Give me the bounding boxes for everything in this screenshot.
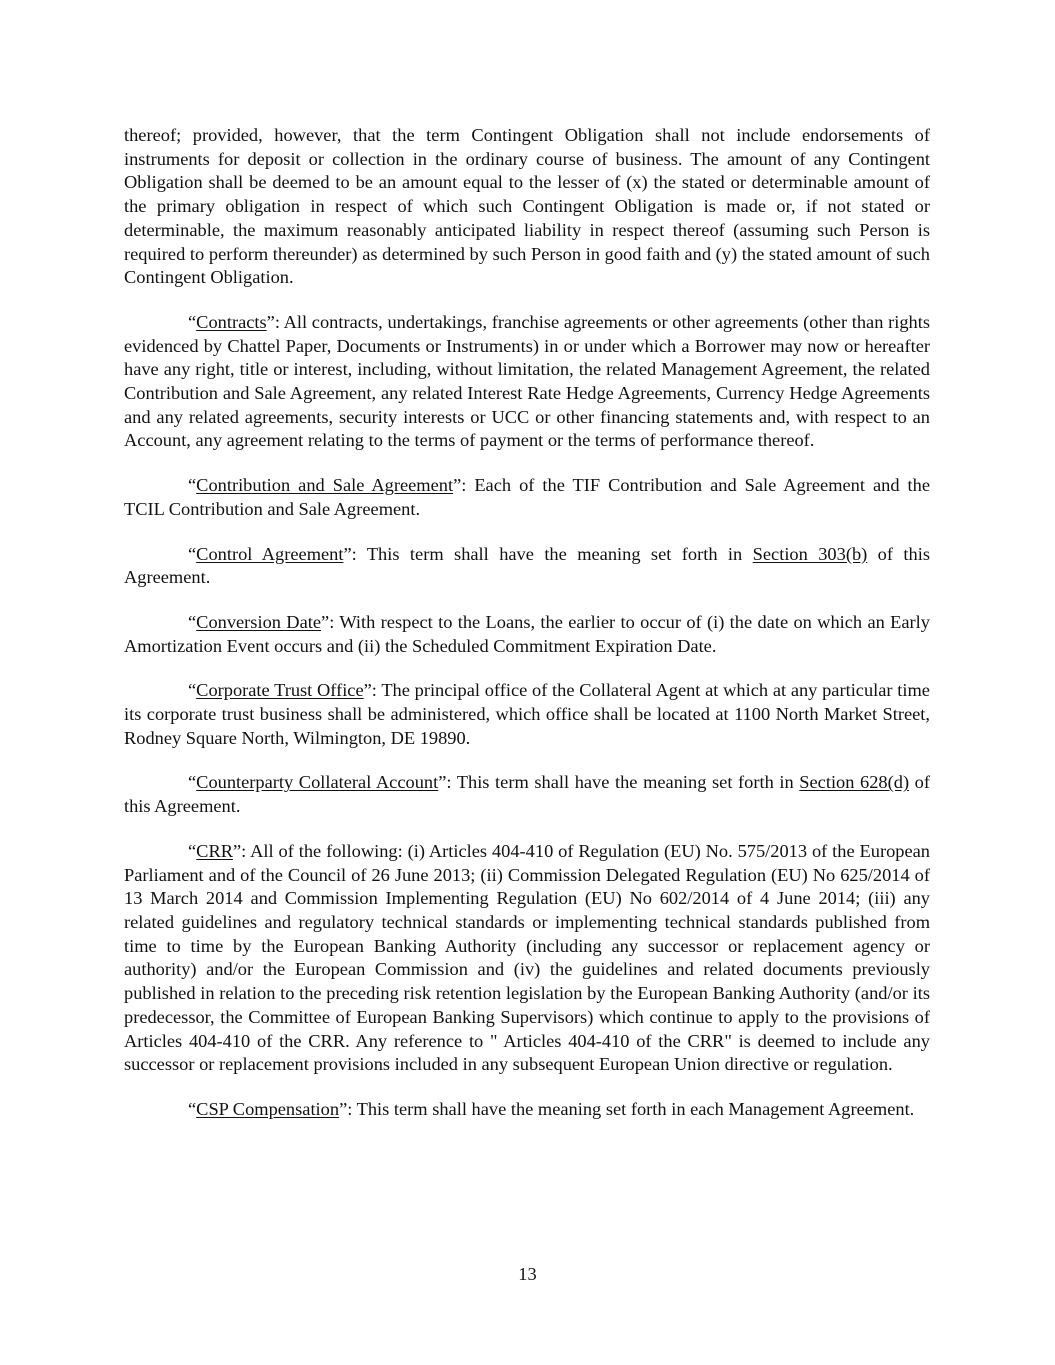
definition-text: This term shall have the meaning set forth in each Management Agreement.	[356, 1098, 915, 1119]
open-quote: “	[188, 543, 197, 564]
defined-term: Counterparty Collateral Account	[196, 772, 439, 793]
defined-term: Contribution and Sale Agreement	[196, 475, 454, 496]
definition-contribution-and-sale-agreement	[124, 474, 930, 521]
definition-counterparty-collateral-account	[124, 771, 930, 818]
open-quote: “	[188, 611, 197, 632]
definition-crr	[124, 840, 930, 1077]
defined-term: CRR	[196, 840, 233, 861]
definition-corporate-trust-office	[124, 679, 930, 750]
definition-text-tail: of this Agreement.	[124, 543, 930, 588]
defined-term: Corporate Trust Office	[196, 680, 364, 701]
definition-csp-compensation	[124, 1098, 930, 1122]
close-quote: ”:	[232, 840, 251, 861]
open-quote: “	[188, 475, 197, 496]
document-page	[124, 124, 930, 1143]
open-quote: “	[188, 680, 197, 701]
continuation-paragraph	[124, 124, 930, 290]
close-quote: ”:	[266, 311, 284, 332]
definition-text: All contracts, undertakings, franchise agreements or other agreements (other than rights evidenced by Chattel Paper, Documents or Instruments) in or under which a Borrower may now or hereafter have any right, title or interest, including, without limitation, the related Management Agreement, the related Contribution and Sale Agreement, any related Interest Rate Hedge Agreements, Currency Hedge Agreements and any related agreements, security interests or UCC or other financing statements and, with respect to an Account, any agreement relating to the terms of payment or the terms of performance thereof.	[124, 311, 930, 451]
open-quote: “	[188, 311, 197, 332]
definition-text: This term shall have the meaning set forth in	[456, 772, 800, 793]
definition-conversion-date	[124, 611, 930, 658]
definition-text: The principal office of the Collateral Agent at which at any particular time its corporate trust business shall be administered, which office shall be located at 1100 North Market Street, Rodney Square North, Wilmington, DE 19890.	[124, 680, 930, 748]
section-reference: Section 628(d)	[799, 772, 910, 793]
close-quote: ”:	[339, 1098, 357, 1119]
definition-contracts	[124, 311, 930, 453]
defined-term: Conversion Date	[196, 611, 322, 632]
definition-text: All of the following: (i) Articles 404-410 of Regulation (EU) No. 575/2013 of the European Parliament and of the Council of 26 June 2013; (ii) Commission Delegated Regulation (EU) No 625/2014 of 13 March 2014 and Commission Implementing Regulation (EU) No 602/2014 of 4 June 2014; (iii) any related guidelines and regulatory technical standards or implementing technical standards published from time to time by the European Banking Authority (including any successor or replacement agency or authority) and/or the European Commission and (iv) the guidelines and related documents previously published in relation to the preceding risk retention legislation by the European Banking Authority (and/or its predecessor, the Committee of European Banking Supervisors) which continue to apply to the provisions of Articles 404-410 of the CRR. Any reference to " Articles 404-410 of the CRR" is deemed to include any successor or replacement provisions included in any subsequent European Union directive or regulation.	[124, 840, 930, 1075]
definition-control-agreement	[124, 543, 930, 590]
open-quote: “	[188, 1098, 197, 1119]
page-number: 13	[518, 1264, 537, 1284]
section-reference: Section 303(b)	[752, 543, 868, 564]
open-quote: “	[188, 772, 197, 793]
close-quote: ”:	[438, 772, 457, 793]
definition-text: Each of the TIF Contribution and Sale Agreement and the TCIL Contribution and Sale Agreement.	[124, 475, 930, 519]
continuation-text: thereof; provided, however, that the term Contingent Obligation shall not include endorsements of instruments for deposit or collection in the ordinary course of business. The amount of any Contingent Obligation shall be deemed to be an amount equal to the lesser of (x) the stated or determinable amount of the primary obligation in respect of which such Contingent Obligation is made or, if not stated or determinable, the maximum reasonably anticipated liability in respect thereof (assuming such Person is required to perform thereunder) as determined by such Person in good faith and (y) the stated amount of such Contingent Obligation.	[124, 125, 930, 288]
close-quote: ”:	[343, 543, 367, 564]
close-quote: ”:	[321, 611, 340, 632]
definition-text-tail: of this Agreement.	[124, 772, 930, 817]
defined-term: Control Agreement	[196, 543, 344, 564]
definition-text: This term shall have the meaning set forth in	[366, 543, 753, 564]
defined-term: Contracts	[196, 311, 267, 332]
defined-term: CSP Compensation	[196, 1098, 340, 1119]
open-quote: “	[188, 840, 197, 861]
close-quote: ”:	[363, 680, 382, 701]
definition-text: With respect to the Loans, the earlier to occur of (i) the date on which an Early Amortization Event occurs and (ii) the Scheduled Commitment Expiration Date.	[124, 611, 930, 656]
close-quote: ”:	[453, 475, 475, 496]
